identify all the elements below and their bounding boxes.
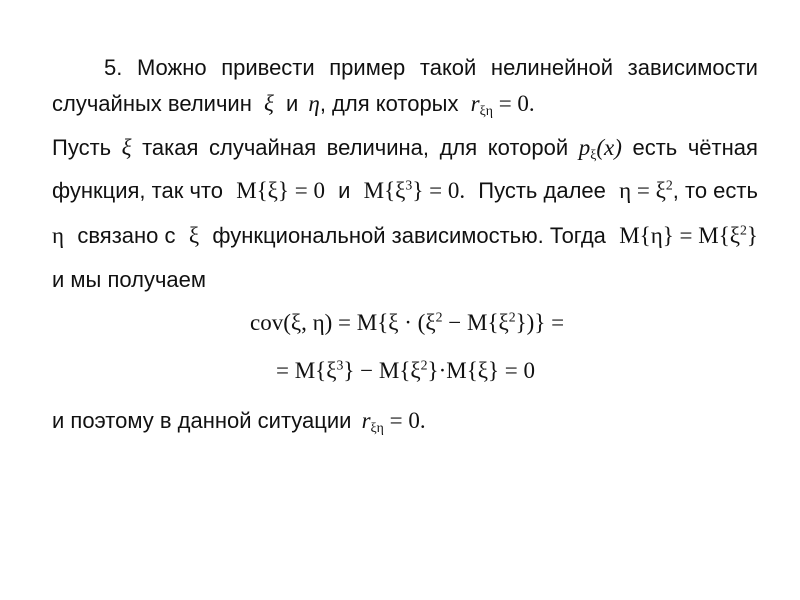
word: такая xyxy=(142,135,199,160)
word: Можно xyxy=(136,55,207,80)
para1-line1 xyxy=(104,57,758,79)
word: и xyxy=(338,178,351,203)
word: для xyxy=(439,135,478,160)
item-number: 5. xyxy=(104,55,123,80)
text: и мы получаем xyxy=(52,267,207,292)
text: функциональной зависимостью. Тогда xyxy=(212,223,606,248)
symbol-xi: ξ xyxy=(264,91,274,116)
word: пример xyxy=(329,55,406,80)
text: и xyxy=(285,91,299,116)
word: нелинейной xyxy=(490,55,614,80)
formula-third-moment: $M\{\xi^3\} = 0$. xyxy=(363,177,466,203)
formula-mean: M{ξ} = 0 xyxy=(236,178,325,203)
para2-line2 xyxy=(52,179,758,202)
word: есть xyxy=(632,135,678,160)
para2-line3 xyxy=(52,224,758,247)
formula-row2: = $M\{\xi^3\} - M\{\xi^2\}\cdot M\{\xi\} = 0$ xyxy=(276,357,535,383)
correlation-symbol: $r_{\xi\eta} = 0$. xyxy=(361,408,426,436)
word: привести xyxy=(221,55,315,80)
formula-eta-mean: $M\{\eta\} = M\{\xi^2\}$ xyxy=(619,222,758,248)
word: зависимости xyxy=(627,55,758,80)
word: величина, xyxy=(326,135,429,160)
text: функция, так что xyxy=(52,178,223,203)
para2-line1 xyxy=(52,135,758,163)
word: Пусть xyxy=(52,135,112,160)
correlation-symbol: $r_{\xi\eta} = 0$. xyxy=(470,91,535,119)
text: , для которых xyxy=(319,91,459,116)
word: чётная xyxy=(687,135,758,160)
text: Пусть далее xyxy=(478,178,606,203)
symbol-xi: ξ xyxy=(188,223,200,248)
density-function: $p_\xi(x)$ xyxy=(578,135,622,163)
word: случайная xyxy=(208,135,317,160)
para2-line4 xyxy=(52,269,758,291)
formula-row1: cov(ξ, $\eta) = M\{\xi \cdot (\xi^2 - M\{\xi^2\})\}$ = xyxy=(250,309,565,335)
text: случайных величин xyxy=(52,91,252,116)
symbol-eta: η xyxy=(308,91,320,116)
para3-line1 xyxy=(52,408,758,436)
word: такой xyxy=(419,55,477,80)
word: которой xyxy=(487,135,569,160)
para1-line2 xyxy=(52,91,758,119)
text: связано с xyxy=(77,223,176,248)
symbol-xi: ξ xyxy=(121,135,132,160)
text: и поэтому в данной ситуации xyxy=(52,408,352,433)
symbol-eta: η xyxy=(52,223,65,248)
formula-eta-def: $\eta = \xi^2$, то есть xyxy=(619,177,758,203)
